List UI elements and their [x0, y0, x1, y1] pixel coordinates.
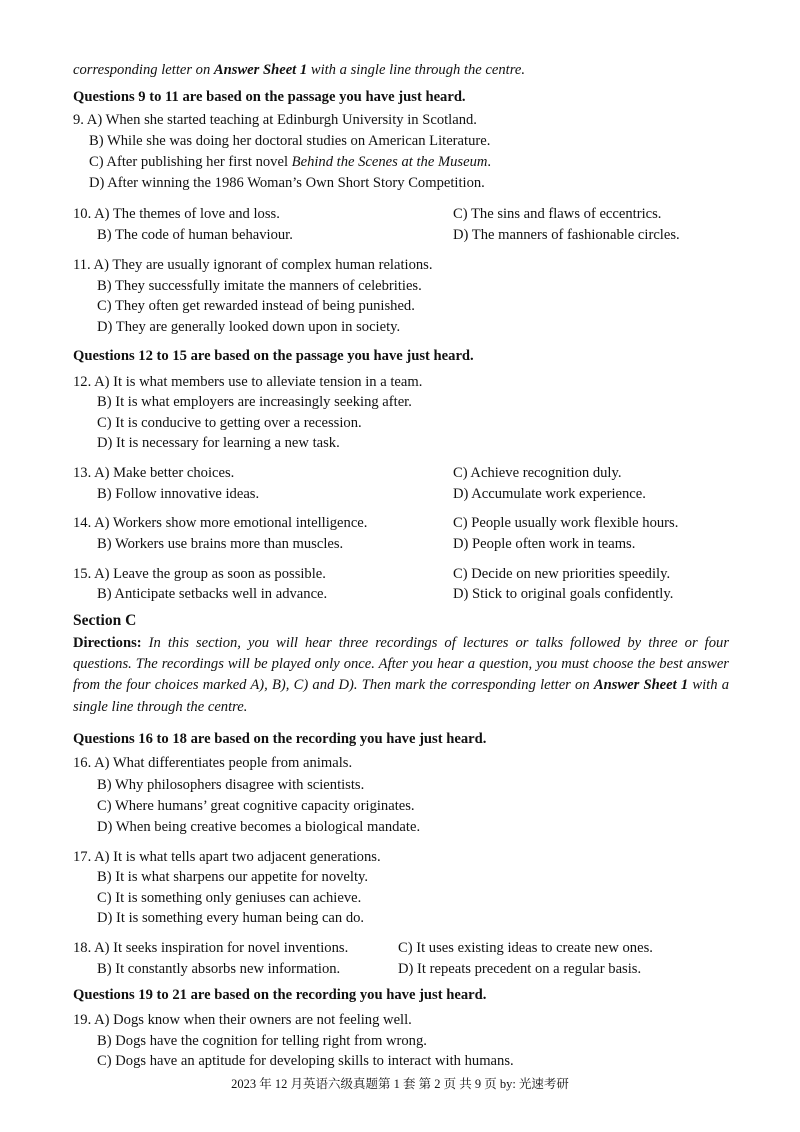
q11-option-b: B) They successfully imitate the manners of celebrities.: [97, 278, 422, 294]
q16-option-c: C) Where humans’ great cognitive capacity originates.: [97, 798, 415, 814]
q9-c-suffix: .: [487, 154, 492, 170]
intro-bold: Answer Sheet 1: [213, 62, 308, 78]
q10-option-d: D) The manners of fashionable circles.: [453, 227, 680, 243]
q18-option-b: B) It constantly absorbs new information.: [97, 961, 341, 977]
q14-option-c: C) People usually work flexible hours.: [453, 515, 679, 531]
section-c-directions: [73, 633, 729, 718]
q16-option-a: 16. A) What differentiates people from animals.: [73, 755, 353, 771]
intro-prefix: corresponding letter on: [73, 62, 214, 78]
q18-option-c: C) It uses existing ideas to create new ones.: [398, 940, 653, 956]
q15-option-a: 15. A) Leave the group as soon as possible.: [73, 566, 326, 582]
q14-option-b: B) Workers use brains more than muscles.: [97, 536, 344, 552]
q11-option-d: D) They are generally looked down upon in society.: [97, 319, 401, 335]
q9-option-c: [89, 153, 491, 171]
q19-option-b: B) Dogs have the cognition for telling right from wrong.: [97, 1033, 427, 1049]
group-heading-9-11: Questions 9 to 11 are based on the passage you have just heard.: [73, 89, 466, 105]
q17-option-c: C) It is something only geniuses can achieve.: [97, 890, 362, 906]
q12-option-c: C) It is conducive to getting over a recession.: [97, 415, 362, 431]
q16-option-d: D) When being creative becomes a biological mandate.: [97, 819, 421, 835]
q12-option-b: B) It is what employers are increasingly seeking after.: [97, 394, 412, 410]
q19-option-c: C) Dogs have an aptitude for developing skills to interact with humans.: [97, 1053, 514, 1069]
q15-option-d: D) Stick to original goals confidently.: [453, 586, 674, 602]
q13-option-a: 13. A) Make better choices.: [73, 465, 235, 481]
q13-option-d: D) Accumulate work experience.: [453, 486, 646, 502]
q12-option-d: D) It is necessary for learning a new task.: [97, 435, 340, 451]
q17-option-d: D) It is something every human being can do.: [97, 910, 365, 926]
q9-option-d: D) After winning the 1986 Woman’s Own Short Story Competition.: [89, 175, 485, 191]
q10-option-a: 10. A) The themes of love and loss.: [73, 206, 280, 222]
q15-option-c: C) Decide on new priorities speedily.: [453, 566, 671, 582]
page-footer: 2023 年 12 月英语六级真题第 1 套 第 2 页 共 9 页 by: 光速考研: [231, 1077, 569, 1091]
q16-option-b: B) Why philosophers disagree with scientists.: [97, 777, 365, 793]
section-c-title: Section C: [73, 612, 137, 629]
directions-label: Directions:: [73, 635, 142, 651]
q17-option-a: 17. A) It is what tells apart two adjacent generations.: [73, 849, 381, 865]
q11-option-c: C) They often get rewarded instead of being punished.: [97, 298, 415, 314]
directions-end: with a single line through the centre.: [73, 677, 730, 715]
q9-c-prefix: C) After publishing her first novel: [89, 154, 292, 170]
intro-line: [73, 61, 525, 79]
q14-option-d: D) People often work in teams.: [453, 536, 636, 552]
q13-option-c: C) Achieve recognition duly.: [453, 465, 622, 481]
directions-bold: Answer Sheet 1: [593, 677, 689, 694]
q13-option-b: B) Follow innovative ideas.: [97, 486, 260, 502]
q19-option-a: 19. A) Dogs know when their owners are not feeling well.: [73, 1012, 412, 1028]
q11-option-a: 11. A) They are usually ignorant of complex human relations.: [73, 257, 433, 273]
group-heading-16-18: Questions 16 to 18 are based on the recording you have just heard.: [73, 731, 487, 747]
q9-c-title: Behind the Scenes at the Museum: [291, 154, 488, 170]
q9-option-a: 9. A) When she started teaching at Edinburgh University in Scotland.: [73, 112, 477, 128]
q10-option-c: C) The sins and flaws of eccentrics.: [453, 206, 662, 222]
q10-option-b: B) The code of human behaviour.: [97, 227, 293, 243]
q9-option-b: B) While she was doing her doctoral studies on American Literature.: [89, 133, 491, 149]
directions-text: In this section, you will hear three recordings of lectures or talks followed by three or four questions. The recordings will be played only once. After you hear a question, you must choose the best answer from the four choices marked A), B), C) and D). Then mark the corresponding letter on: [73, 635, 729, 694]
q15-option-b: B) Anticipate setbacks well in advance.: [97, 586, 328, 602]
q18-option-a: 18. A) It seeks inspiration for novel inventions.: [73, 940, 349, 956]
q12-option-a: 12. A) It is what members use to alleviate tension in a team.: [73, 374, 423, 390]
q14-option-a: 14. A) Workers show more emotional intelligence.: [73, 515, 368, 531]
intro-suffix: with a single line through the centre.: [307, 62, 525, 78]
group-heading-12-15: Questions 12 to 15 are based on the passage you have just heard.: [73, 348, 474, 364]
q18-option-d: D) It repeats precedent on a regular basis.: [398, 961, 642, 977]
group-heading-19-21: Questions 19 to 21 are based on the recording you have just heard.: [73, 987, 487, 1003]
q17-option-b: B) It is what sharpens our appetite for novelty.: [97, 869, 368, 885]
